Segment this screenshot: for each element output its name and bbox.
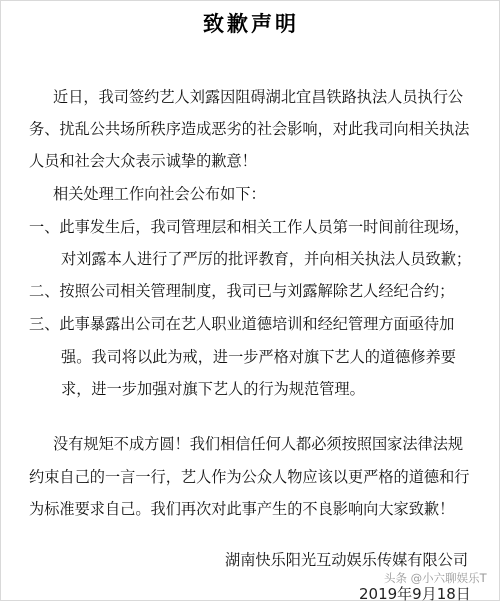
paragraph-line: 务、扰乱公共场所秩序造成恶劣的社会影响，对此我司向相关执法 [29, 120, 470, 138]
list-item: 一、此事发生后，我司管理层和相关工作人员第一时间前往现场， [29, 218, 470, 236]
signature-date: 2019年9月18日 [359, 585, 471, 603]
list-item-continuation: 对刘露本人进行了严厉的批评教育，并向相关执法人员致歉； [61, 250, 472, 268]
list-item-continuation: 求，进一步加强对旗下艺人的行为规范管理。 [61, 380, 365, 398]
closing-line: 约束自己的一言一行，艺人作为公众人物应该以更严格的道德和行 [29, 468, 470, 486]
list-item: 二、按照公司相关管理制度，我司已与刘露解除艺人经纪合约； [29, 282, 455, 300]
watermark-text: 头条 @小六聊娱乐T [384, 571, 487, 585]
company-signature: 湖南快乐阳光互动娱乐传媒有限公司 [225, 551, 468, 569]
document-title: 致歉声明 [203, 12, 299, 36]
intro-line: 相关处理工作向社会公布如下： [53, 185, 266, 203]
paragraph-line: 人员和社会大众表示诚挚的歉意！ [29, 152, 257, 170]
list-item-continuation: 强。我司将以此为戒，进一步严格对旗下艺人的道德修养要 [61, 348, 456, 366]
paragraph-line: 近日，我司签约艺人刘露因阻碍湖北宜昌铁路执法人员执行公 [53, 88, 464, 106]
closing-line: 为标准要求自己。我们再次对此事产生的不良影响向大家致歉！ [29, 500, 455, 518]
list-item: 三、此事暴露出公司在艺人职业道德培训和经纪管理方面亟待加 [29, 315, 455, 333]
closing-line: 没有规矩不成方圆！我们相信任何人都必须按照国家法律法规 [53, 435, 464, 453]
